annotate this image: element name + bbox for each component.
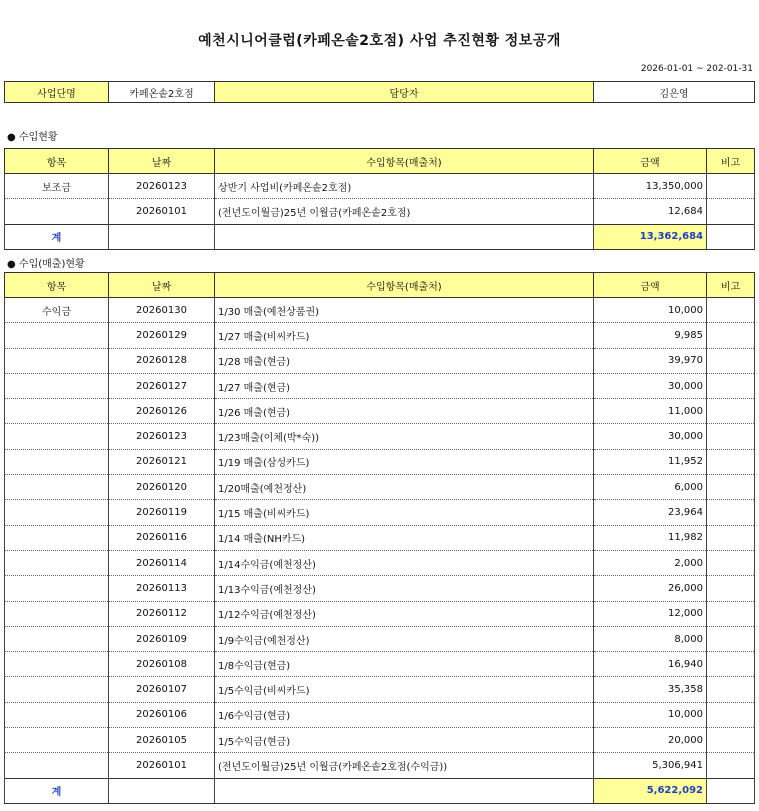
info-table	[4, 81, 755, 103]
row-item	[5, 399, 109, 424]
row-desc: 1/27 매출(비씨카드)	[215, 323, 594, 348]
row-amount: 39,970	[594, 348, 707, 373]
row-note	[707, 677, 755, 702]
table-row	[5, 348, 755, 373]
row-item	[5, 449, 109, 474]
row-date: 20260114	[109, 550, 215, 575]
row-date: 20260123	[109, 424, 215, 449]
table-row	[5, 550, 755, 575]
row-amount: 8,000	[594, 626, 707, 651]
row-item	[5, 550, 109, 575]
row-note	[707, 753, 755, 778]
table-row	[5, 449, 755, 474]
row-date: 20260108	[109, 652, 215, 677]
row-amount: 10,000	[594, 298, 707, 323]
row-item: 수익금	[5, 298, 109, 323]
row-note	[707, 576, 755, 601]
row-item	[5, 601, 109, 626]
table-row	[5, 601, 755, 626]
header-amount: 금액	[594, 273, 707, 298]
income-table	[4, 148, 755, 250]
row-date: 20260105	[109, 728, 215, 753]
empty-cell	[707, 778, 755, 803]
row-note	[707, 199, 755, 224]
row-item	[5, 702, 109, 727]
row-amount: 12,684	[594, 199, 707, 224]
row-desc: 1/8수익금(현금)	[215, 652, 594, 677]
row-desc: 1/5수익금(비씨카드)	[215, 677, 594, 702]
row-date: 20260106	[109, 702, 215, 727]
row-amount: 9,985	[594, 323, 707, 348]
manager-value: 김은영	[594, 82, 755, 103]
table-row	[5, 728, 755, 753]
total-label: 계	[5, 778, 109, 803]
table-header-row	[5, 273, 755, 298]
row-note	[707, 174, 755, 199]
row-item	[5, 525, 109, 550]
empty-cell	[215, 778, 594, 803]
row-desc: 1/9수익금(예천정산)	[215, 626, 594, 651]
row-amount: 20,000	[594, 728, 707, 753]
row-desc: 1/12수익금(예천정산)	[215, 601, 594, 626]
row-note	[707, 348, 755, 373]
row-note	[707, 550, 755, 575]
row-note	[707, 728, 755, 753]
row-amount: 35,358	[594, 677, 707, 702]
row-amount: 5,306,941	[594, 753, 707, 778]
section-sales-heading: ● 수입(매출)현황	[7, 259, 85, 270]
row-note	[707, 500, 755, 525]
empty-cell	[215, 224, 594, 249]
empty-cell	[109, 778, 215, 803]
row-desc: 1/27 매출(현금)	[215, 373, 594, 398]
row-amount: 30,000	[594, 373, 707, 398]
row-note	[707, 626, 755, 651]
table-row	[5, 576, 755, 601]
row-desc: 1/5수익금(현금)	[215, 728, 594, 753]
row-date: 20260121	[109, 449, 215, 474]
row-item	[5, 576, 109, 601]
row-item	[5, 753, 109, 778]
row-date: 20260116	[109, 525, 215, 550]
row-date: 20260101	[109, 199, 215, 224]
row-desc: 1/23매출(이체(박*숙))	[215, 424, 594, 449]
header-date: 날짜	[109, 273, 215, 298]
row-date: 20260130	[109, 298, 215, 323]
row-date: 20260112	[109, 601, 215, 626]
table-row	[5, 373, 755, 398]
row-item	[5, 323, 109, 348]
row-note	[707, 323, 755, 348]
table-row	[5, 702, 755, 727]
row-item	[5, 626, 109, 651]
row-date: 20260123	[109, 174, 215, 199]
empty-cell	[707, 224, 755, 249]
project-value: 카페온솥2호점	[109, 82, 215, 103]
row-note	[707, 399, 755, 424]
row-desc: 1/30 매출(예천상품권)	[215, 298, 594, 323]
table-row	[5, 500, 755, 525]
row-amount: 23,964	[594, 500, 707, 525]
row-note	[707, 525, 755, 550]
table-row	[5, 399, 755, 424]
row-item	[5, 424, 109, 449]
total-row	[5, 778, 755, 803]
total-row	[5, 224, 755, 249]
table-header-row	[5, 149, 755, 174]
table-row	[5, 652, 755, 677]
row-item	[5, 348, 109, 373]
row-amount: 16,940	[594, 652, 707, 677]
table-row	[5, 677, 755, 702]
row-note	[707, 424, 755, 449]
row-desc: 1/6수익금(현금)	[215, 702, 594, 727]
row-item	[5, 475, 109, 500]
row-note	[707, 652, 755, 677]
row-item	[5, 373, 109, 398]
row-date: 20260129	[109, 323, 215, 348]
table-row	[5, 475, 755, 500]
row-desc: 1/13수익금(예천정산)	[215, 576, 594, 601]
row-item	[5, 728, 109, 753]
row-desc: 1/19 매출(삼성카드)	[215, 449, 594, 474]
header-date: 날짜	[109, 149, 215, 174]
project-label: 사업단명	[5, 82, 109, 103]
row-desc: 1/28 매출(현금)	[215, 348, 594, 373]
header-note: 비고	[707, 273, 755, 298]
sales-table	[4, 272, 755, 804]
table-row	[5, 323, 755, 348]
row-item	[5, 652, 109, 677]
row-amount: 11,982	[594, 525, 707, 550]
row-desc: 1/20매출(예천정산)	[215, 475, 594, 500]
row-note	[707, 475, 755, 500]
row-date: 20260119	[109, 500, 215, 525]
row-amount: 13,350,000	[594, 174, 707, 199]
row-desc: 1/14수익금(예천정산)	[215, 550, 594, 575]
manager-label: 담당자	[215, 82, 594, 103]
row-item	[5, 677, 109, 702]
row-item	[5, 199, 109, 224]
row-desc: (전년도이월금)25년 이월금(카페온솥2호점(수익금))	[215, 753, 594, 778]
empty-cell	[109, 224, 215, 249]
row-desc: 1/15 매출(비씨카드)	[215, 500, 594, 525]
table-row	[5, 626, 755, 651]
row-note	[707, 298, 755, 323]
row-desc: (전년도이월금)25년 이월금(카페온솥2호점)	[215, 199, 594, 224]
row-date: 20260101	[109, 753, 215, 778]
row-amount: 30,000	[594, 424, 707, 449]
row-date: 20260126	[109, 399, 215, 424]
total-label: 계	[5, 224, 109, 249]
row-item	[5, 500, 109, 525]
row-amount: 10,000	[594, 702, 707, 727]
row-amount: 12,000	[594, 601, 707, 626]
row-date: 20260113	[109, 576, 215, 601]
total-amount: 13,362,684	[594, 224, 707, 249]
table-row	[5, 174, 755, 199]
table-row	[5, 298, 755, 323]
header-amount: 금액	[594, 149, 707, 174]
header-desc: 수입항목(매출처)	[215, 149, 594, 174]
row-desc: 1/26 매출(현금)	[215, 399, 594, 424]
row-date: 20260127	[109, 373, 215, 398]
row-desc: 1/14 매출(NH카드)	[215, 525, 594, 550]
report-period: 2026-01-01 ~ 202-01-31	[640, 64, 753, 74]
table-row	[5, 525, 755, 550]
page-title: 예천시니어클럽(카페온솥2호점) 사업 추진현황 정보공개	[198, 33, 561, 49]
table-row	[5, 199, 755, 224]
row-amount: 11,952	[594, 449, 707, 474]
total-amount: 5,622,092	[594, 778, 707, 803]
row-date: 20260120	[109, 475, 215, 500]
row-amount: 26,000	[594, 576, 707, 601]
header-note: 비고	[707, 149, 755, 174]
row-note	[707, 702, 755, 727]
section-income-heading: ● 수입현황	[7, 132, 58, 143]
row-date: 20260109	[109, 626, 215, 651]
table-row	[5, 753, 755, 778]
header-item: 항목	[5, 149, 109, 174]
row-note	[707, 373, 755, 398]
row-desc: 상반기 사업비(카페온솥2호점)	[215, 174, 594, 199]
row-note	[707, 449, 755, 474]
row-item: 보조금	[5, 174, 109, 199]
row-amount: 11,000	[594, 399, 707, 424]
row-date: 20260128	[109, 348, 215, 373]
row-note	[707, 601, 755, 626]
header-desc: 수입항목(매출처)	[215, 273, 594, 298]
table-row	[5, 424, 755, 449]
row-amount: 2,000	[594, 550, 707, 575]
row-amount: 6,000	[594, 475, 707, 500]
header-item: 항목	[5, 273, 109, 298]
row-date: 20260107	[109, 677, 215, 702]
